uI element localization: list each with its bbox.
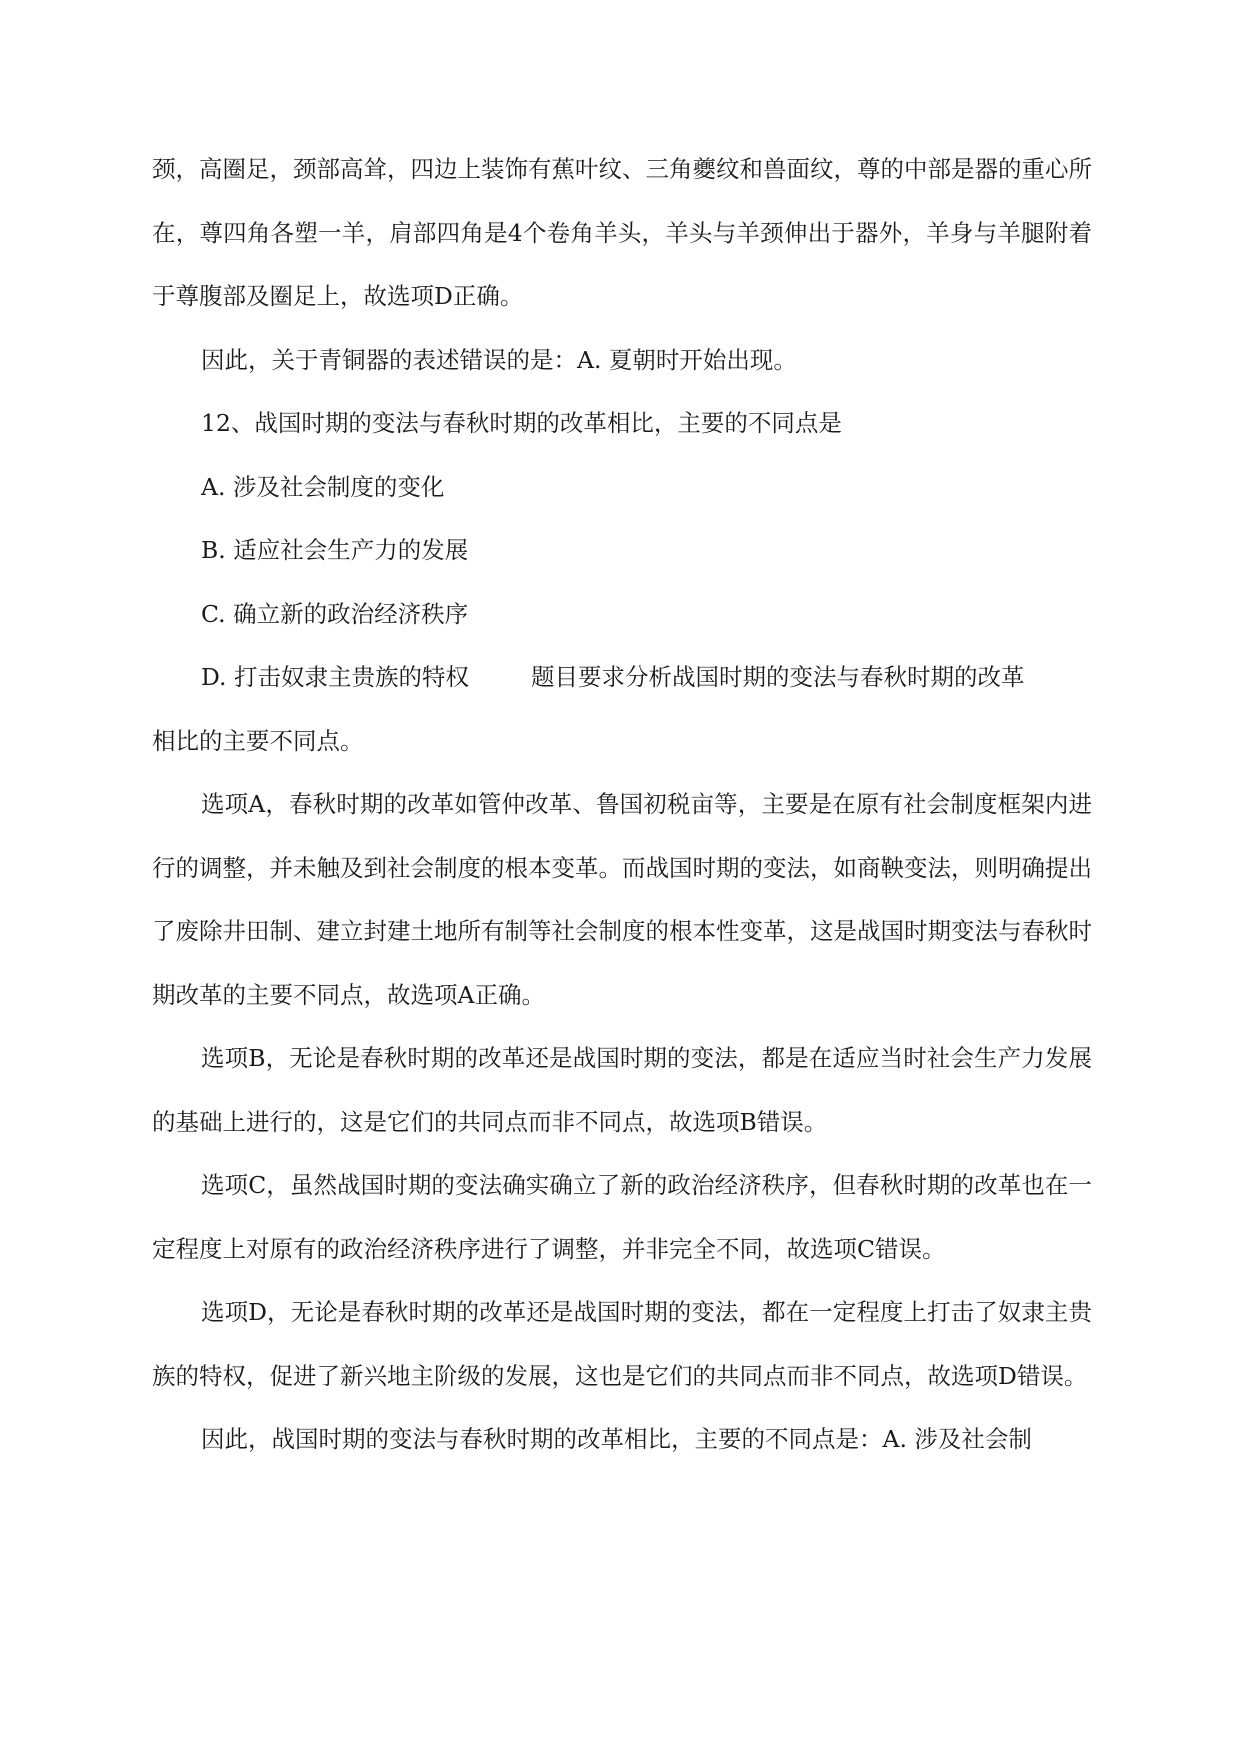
analysis-option-d: 选项D，无论是春秋时期的改革还是战国时期的变法，都在一定程度上打击了奴隶主贵族的特权，促进了新兴地主阶级的发展，这也是它们的共同点而非不同点，故选项D错误。 [152,1298,1092,1390]
analysis-intro-part-1: 题目要求分析战国时期的变法与春秋时期的改革 [530,663,1025,691]
analysis-option-b: 选项B，无论是春秋时期的改革还是战国时期的变法，都是在适应当时社会生产力发展的基础上进行的，这是它们的共同点而非不同点，故选项B错误。 [152,1044,1092,1136]
question-12: 12、战国时期的变法与春秋时期的改革相比，主要的不同点是 [201,409,842,437]
option-a: A. 涉及社会制度的变化 [201,472,445,501]
option-b: B. 适应社会生产力的发展 [201,536,469,564]
final-conclusion: 因此，战国时期的变法与春秋时期的改革相比，主要的不同点是：A. 涉及社会制 [201,1425,1032,1453]
analysis-option-c: 选项C，虽然战国时期的变法确实确立了新的政治经济秩序，但春秋时期的改革也在一定程度上对原有的政治经济秩序进行了调整，并非完全不同，故选项C错误。 [152,1171,1092,1263]
option-c: C. 确立新的政治经济秩序 [201,599,469,628]
paragraph-bronze-description: 颈，高圈足，颈部高耸，四边上装饰有蕉叶纹、三角夔纹和兽面纹，尊的中部是器的重心所在，尊四角各塑一羊，肩部四角是4个卷角羊头，羊头与羊颈伸出于器外，羊身与羊腿附着于尊腹部及圈足上，故选项D正确。 [152,155,1092,310]
paragraph-bronze-conclusion: 因此，关于青铜器的表述错误的是：A. 夏朝时开始出现。 [201,345,797,374]
document-page [152,138,1092,1472]
analysis-option-a: 选项A，春秋时期的改革如管仲改革、鲁国初税亩等，主要是在原有社会制度框架内进行的调整，并未触及到社会制度的根本变革。而战国时期的变法，如商鞅变法，则明确提出了废除井田制、建立封建土地所有制等社会制度的根本性变革，这是战国时期变法与春秋时期改革的主要不同点，故选项A正确。 [152,790,1092,1009]
option-d: D. 打击奴隶主贵族的特权 [201,663,469,691]
option-d-line [152,646,1092,710]
analysis-intro-part-2: 相比的主要不同点。 [152,726,364,755]
